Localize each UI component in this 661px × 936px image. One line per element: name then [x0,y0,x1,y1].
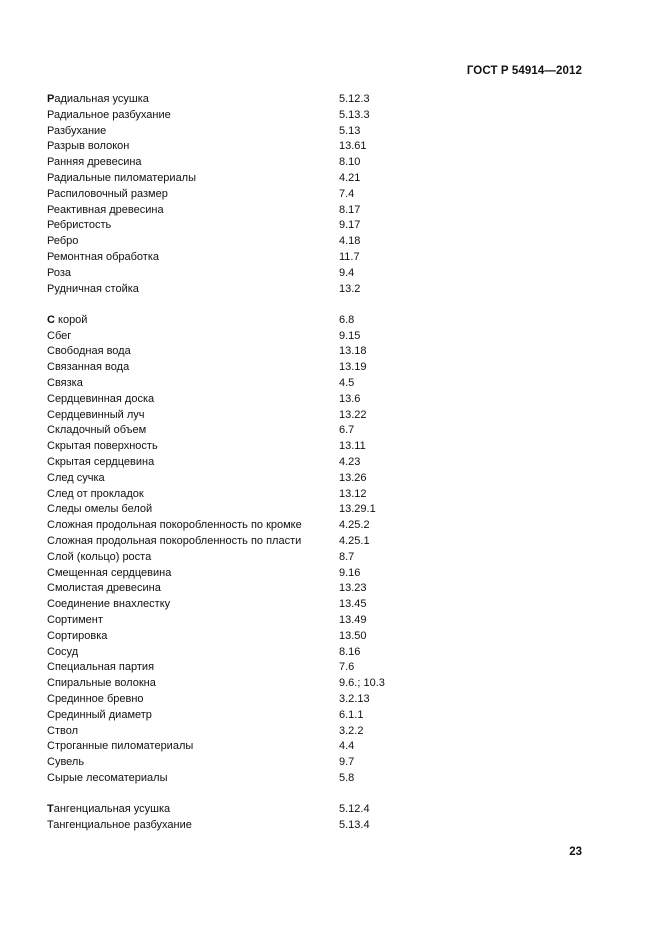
index-entry [47,108,607,124]
index-term [47,392,339,408]
index-entry [47,360,607,376]
alphabetical-index [47,92,607,849]
index-reference: 4.25.1 [339,535,370,548]
index-reference: 13.50 [339,629,367,642]
index-term-text: Спиральные волокна [47,677,156,690]
index-term-text: Сложная продольная покоробленность по кромке [47,519,302,532]
index-term-text: Сердцевинная доска [47,392,155,405]
index-term [47,423,339,439]
index-term-text: Сердцевинный луч [47,408,145,421]
index-group [47,802,607,834]
index-term-text: ангенциальная усушка [53,803,171,816]
index-term [47,187,339,203]
index-reference: 7.4 [339,187,355,200]
index-reference: 5.8 [339,771,355,784]
index-term [47,376,339,392]
index-term-text: Свободная вода [47,345,131,358]
index-reference: 4.5 [339,377,355,390]
index-entry [47,376,607,392]
index-reference: 13.2 [339,282,361,295]
index-entry [47,802,607,818]
index-term [47,313,339,329]
index-term-text: След сучка [47,471,105,484]
index-term-text: Связка [47,377,83,390]
index-term-text: Радиальные пиломатериалы [47,171,197,184]
index-term-initial: С [47,313,55,326]
index-term [47,408,339,424]
index-reference: 13.11 [339,440,366,453]
index-entry [47,597,607,613]
index-entry [47,423,607,439]
index-term-text: Ствол [47,724,78,737]
index-reference: 8.16 [339,645,361,658]
index-term [47,282,339,298]
index-term [47,360,339,376]
index-entry [47,818,607,834]
index-entry [47,550,607,566]
index-reference: 5.12.3 [339,93,370,105]
index-term [47,250,339,266]
index-term-text: Рудничная стойка [47,282,139,295]
index-entry [47,566,607,582]
index-term-text: Ранняя древесина [47,156,142,169]
index-entry [47,708,607,724]
index-entry [47,282,607,298]
index-entry [47,502,607,518]
index-term [47,108,339,124]
index-term [47,139,339,155]
index-term [47,124,339,140]
index-term [47,645,339,661]
index-term [47,692,339,708]
index-term-text: Связанная вода [47,361,130,374]
index-term [47,518,339,534]
index-reference: 4.23 [339,456,361,469]
index-term-text: Специальная партия [47,661,155,674]
standard-header: ГОСТ Р 54914—2012 [466,65,582,77]
index-reference: 13.19 [339,361,367,374]
index-entry [47,329,607,345]
index-term-text: Разрыв волокон [47,140,130,153]
index-term [47,234,339,250]
index-entry [47,234,607,250]
index-term-text: Следы омелы белой [47,503,153,516]
index-entry [47,344,607,360]
index-reference: 13.45 [339,598,367,611]
index-entry [47,155,607,171]
index-term [47,344,339,360]
index-entry [47,455,607,471]
index-entry [47,392,607,408]
index-term-text: Скрытая поверхность [47,440,158,453]
index-term [47,581,339,597]
index-reference: 9.16 [339,566,361,579]
index-reference: 3.2.13 [339,692,370,705]
index-entry [47,313,607,329]
index-reference: 5.13.4 [339,819,370,832]
index-term-text: Срединное бревно [47,692,144,705]
index-term-text: Скрытая сердцевина [47,456,155,469]
index-reference: 8.10 [339,156,361,169]
index-reference: 4.21 [339,171,361,184]
index-term-text: Строганные пиломатериалы [47,740,194,753]
index-entry [47,471,607,487]
index-term-initial: Т [47,803,54,816]
index-entry [47,771,607,787]
index-group [47,92,607,297]
index-term [47,676,339,692]
index-entry [47,487,607,503]
index-term-text: Сортировка [47,629,108,642]
index-term [47,724,339,740]
index-entry [47,408,607,424]
index-entry [47,645,607,661]
index-entry [47,124,607,140]
index-term [47,739,339,755]
index-term-text: Радиальное разбухание [47,108,171,121]
index-reference: 9.6.; 10.3 [339,677,385,690]
index-entry [47,692,607,708]
index-term [47,613,339,629]
index-term-text: Разбухание [47,124,107,137]
index-entry [47,629,607,645]
index-reference: 5.13.3 [339,108,370,121]
index-term-text: Тангенциальное разбухание [47,819,192,832]
index-term [47,566,339,582]
index-entry [47,439,607,455]
index-term-text: Сортимент [47,614,103,626]
index-term-text: Роза [47,266,72,279]
index-term [47,597,339,613]
index-term-text: Распиловочный размер [47,187,168,200]
index-reference: 13.49 [339,614,367,626]
index-entry [47,660,607,676]
index-reference: 9.4 [339,266,355,279]
index-reference: 6.8 [339,313,355,326]
index-term-text: Смолистая древесина [47,582,161,595]
index-term [47,502,339,518]
index-term-text: адиальная усушка [54,93,149,105]
index-entry [47,266,607,282]
index-entry [47,613,607,629]
index-term [47,550,339,566]
index-term [47,455,339,471]
index-term-text: След от прокладок [47,487,144,500]
index-reference: 13.18 [339,345,367,358]
index-reference: 13.26 [339,471,367,484]
index-term-initial: Р [47,93,55,105]
index-entry [47,139,607,155]
index-term-text: Сбег [47,329,72,342]
index-reference: 8.7 [339,550,355,563]
index-entry [47,250,607,266]
index-term [47,329,339,345]
index-term [47,92,339,108]
index-entry [47,218,607,234]
index-reference: 4.18 [339,235,361,248]
index-group [47,313,607,787]
index-reference: 11.7 [339,250,360,263]
index-entry [47,739,607,755]
index-reference: 13.12 [339,487,367,500]
index-term-text: корой [54,313,88,326]
index-term [47,534,339,550]
index-reference: 4.4 [339,740,355,753]
index-term-text: Сувель [47,756,85,769]
index-entry [47,171,607,187]
index-reference: 6.7 [339,424,355,437]
index-term-text: Соединение внахлестку [47,598,171,611]
index-term [47,818,339,834]
index-term [47,155,339,171]
index-term-text: Срединный диаметр [47,708,152,721]
index-entry [47,755,607,771]
index-term [47,471,339,487]
index-term [47,755,339,771]
index-reference: 4.25.2 [339,519,370,532]
index-entry [47,187,607,203]
index-reference: 9.17 [339,219,361,232]
index-term-text: Ребристость [47,219,112,232]
index-term [47,771,339,787]
index-reference: 13.22 [339,408,367,421]
index-term [47,802,339,818]
index-reference: 7.6 [339,661,355,674]
index-term-text: Реактивная древесина [47,203,164,216]
index-term [47,439,339,455]
index-reference: 5.13 [339,124,361,137]
index-term [47,203,339,219]
index-reference: 5.12.4 [339,803,370,816]
index-term-text: Сложная продольная покоробленность по пласти [47,535,302,548]
index-reference: 3.2.2 [339,724,364,737]
page-number: 23 [569,846,582,858]
index-term-text: Слой (кольцо) роста [47,550,152,563]
index-term [47,218,339,234]
index-reference: 9.15 [339,329,361,342]
index-reference: 9.7 [339,756,355,769]
index-entry [47,92,607,108]
index-reference: 13.6 [339,392,361,405]
index-term-text: Смещенная сердцевина [47,566,172,579]
index-entry [47,581,607,597]
index-term [47,708,339,724]
index-term-text: Сосуд [47,645,79,658]
index-entry [47,534,607,550]
index-entry [47,518,607,534]
index-term [47,487,339,503]
index-term-text: Складочный объем [47,424,147,437]
index-term [47,171,339,187]
index-entry [47,676,607,692]
index-term [47,660,339,676]
index-term [47,629,339,645]
index-term-text: Ребро [47,235,79,248]
index-entry [47,203,607,219]
index-reference: 13.29.1 [339,503,376,516]
index-entry [47,724,607,740]
index-term-text: Сырые лесоматериалы [47,771,168,784]
index-reference: 13.23 [339,582,367,595]
index-term-text: Ремонтная обработка [47,250,160,263]
index-reference: 13.61 [339,140,367,153]
index-reference: 8.17 [339,203,361,216]
index-reference: 6.1.1 [339,708,364,721]
index-term [47,266,339,282]
